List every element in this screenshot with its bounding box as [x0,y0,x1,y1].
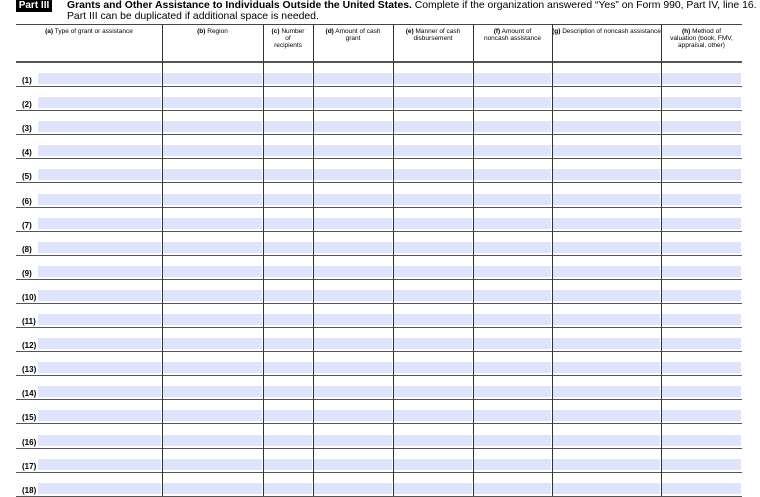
table-row [16,63,742,87]
column-letter: (f) [493,28,501,35]
field-h-row-9[interactable] [662,266,741,277]
field-h-row-6[interactable] [662,194,741,205]
column-header-h [661,25,742,61]
field-d-row-6[interactable] [314,194,392,205]
field-f-row-2[interactable] [474,97,551,108]
field-f-row-14[interactable] [474,386,551,397]
row-number: (2) [22,100,32,110]
column-header-e [393,25,473,61]
field-b-row-16[interactable] [163,435,262,446]
field-g-row-11[interactable] [553,314,660,325]
field-d-row-13[interactable] [314,362,392,373]
field-f-row-17[interactable] [474,459,551,470]
field-b-row-2[interactable] [163,97,262,108]
field-b-row-4[interactable] [163,145,262,156]
column-divider [661,24,662,496]
field-a-row-12[interactable] [38,338,161,349]
field-a-row-2[interactable] [38,97,161,108]
field-e-row-11[interactable] [394,314,472,325]
field-h-row-16[interactable] [662,435,741,446]
field-h-row-8[interactable] [662,242,741,253]
field-g-row-6[interactable] [553,194,660,205]
column-header-f [473,25,552,61]
field-b-row-3[interactable] [163,121,262,132]
field-a-row-4[interactable] [38,145,161,156]
field-d-row-17[interactable] [314,459,392,470]
column-text: Amount of noncash assistance [483,28,542,42]
column-divider [263,24,264,496]
field-d-row-4[interactable] [314,145,392,156]
field-e-row-1[interactable] [394,73,472,84]
field-e-row-16[interactable] [394,435,472,446]
field-d-row-1[interactable] [314,73,392,84]
field-c-row-11[interactable] [264,314,312,325]
field-f-row-1[interactable] [474,73,551,84]
field-b-row-15[interactable] [163,410,262,421]
row-number: (3) [22,124,32,134]
row-number: (9) [22,268,32,278]
field-h-row-14[interactable] [662,386,741,397]
field-e-row-10[interactable] [394,290,472,301]
field-f-row-11[interactable] [474,314,551,325]
part-label: Part III [16,0,52,12]
field-g-row-2[interactable] [553,97,660,108]
field-h-row-11[interactable] [662,314,741,325]
column-letter: (h) [681,28,691,35]
field-h-row-17[interactable] [662,459,741,470]
field-f-row-15[interactable] [474,410,551,421]
column-divider [393,24,394,496]
field-c-row-12[interactable] [264,338,312,349]
field-c-row-10[interactable] [264,290,312,301]
field-c-row-16[interactable] [264,435,312,446]
field-a-row-15[interactable] [38,410,161,421]
row-number: (14) [22,389,37,399]
field-d-row-10[interactable] [314,290,392,301]
field-e-row-5[interactable] [394,169,472,180]
field-b-row-10[interactable] [163,290,262,301]
field-b-row-12[interactable] [163,338,262,349]
row-number: (11) [22,317,36,327]
field-g-row-1[interactable] [553,73,660,84]
field-a-row-18[interactable] [38,483,161,494]
field-f-row-3[interactable] [474,121,551,132]
field-f-row-13[interactable] [474,362,551,373]
field-d-row-16[interactable] [314,435,392,446]
column-letter: (a) [45,28,54,35]
field-d-row-8[interactable] [314,242,392,253]
table-row [16,352,742,376]
field-e-row-13[interactable] [394,362,472,373]
field-c-row-6[interactable] [264,194,312,205]
field-b-row-11[interactable] [163,314,262,325]
field-b-row-7[interactable] [163,218,262,229]
row-number: (4) [22,148,32,158]
field-c-row-18[interactable] [264,483,312,494]
field-f-row-8[interactable] [474,242,551,253]
field-a-row-17[interactable] [38,459,161,470]
field-f-row-5[interactable] [474,169,551,180]
row-number: (16) [22,437,37,447]
field-b-row-18[interactable] [163,483,262,494]
field-a-row-8[interactable] [38,242,161,253]
table-row [16,208,742,232]
field-f-row-6[interactable] [474,194,551,205]
field-g-row-4[interactable] [553,145,660,156]
field-h-row-2[interactable] [662,97,741,108]
field-c-row-14[interactable] [264,386,312,397]
field-d-row-12[interactable] [314,338,392,349]
field-g-row-18[interactable] [553,483,660,494]
field-e-row-15[interactable] [394,410,472,421]
field-h-row-5[interactable] [662,169,741,180]
field-a-row-14[interactable] [38,386,161,397]
field-d-row-15[interactable] [314,410,392,421]
field-g-row-14[interactable] [553,386,660,397]
title-rest: Complete if the organization answered “Yes” on Form 990, Part IV, line 16. [411,0,757,11]
row-number: (12) [22,341,37,351]
field-h-row-12[interactable] [662,338,741,349]
field-f-row-18[interactable] [474,483,551,494]
column-header-b [162,25,263,61]
row-number: (7) [22,220,32,230]
table-row [16,87,742,111]
table-row [16,328,742,352]
field-b-row-5[interactable] [163,169,262,180]
column-header-d [313,25,393,61]
field-c-row-1[interactable] [264,73,312,84]
field-g-row-7[interactable] [553,218,660,229]
field-a-row-9[interactable] [38,266,161,277]
field-a-row-5[interactable] [38,169,161,180]
column-header-g [552,25,661,61]
field-f-row-16[interactable] [474,435,551,446]
column-letter: (e) [405,28,414,35]
table-row [16,183,742,207]
field-c-row-3[interactable] [264,121,312,132]
field-c-row-13[interactable] [264,362,312,373]
field-c-row-7[interactable] [264,218,312,229]
field-d-row-2[interactable] [314,97,392,108]
field-a-row-7[interactable] [38,218,161,229]
field-d-row-14[interactable] [314,386,392,397]
table-row [16,159,742,183]
field-g-row-15[interactable] [553,410,660,421]
column-divider [552,24,553,496]
row-number: (1) [22,76,32,86]
field-h-row-15[interactable] [662,410,741,421]
column-divider [162,24,163,496]
row-number: (8) [22,244,32,254]
row-number: (15) [22,413,37,423]
row-number: (17) [22,461,37,471]
part-title [67,0,757,22]
table-row [16,400,742,424]
field-c-row-5[interactable] [264,169,312,180]
field-e-row-8[interactable] [394,242,472,253]
field-a-row-16[interactable] [38,435,161,446]
field-e-row-17[interactable] [394,459,472,470]
field-f-row-12[interactable] [474,338,551,349]
field-a-row-3[interactable] [38,121,161,132]
grants-table [16,24,742,497]
field-e-row-12[interactable] [394,338,472,349]
row-number: (6) [22,196,32,206]
table-row [16,232,742,256]
field-a-row-6[interactable] [38,194,161,205]
column-divider [473,24,474,496]
field-b-row-17[interactable] [163,459,262,470]
column-divider [313,24,314,496]
field-e-row-18[interactable] [394,483,472,494]
table-row [16,280,742,304]
table-row [16,376,742,400]
field-a-row-11[interactable] [38,314,161,325]
field-b-row-14[interactable] [163,386,262,397]
field-e-row-7[interactable] [394,218,472,229]
column-header-a [16,25,162,61]
field-h-row-4[interactable] [662,145,741,156]
column-letter: (c) [271,28,280,35]
field-a-row-1[interactable] [38,73,161,84]
column-letter: (g) [552,28,561,35]
field-d-row-11[interactable] [314,314,392,325]
field-d-row-9[interactable] [314,266,392,277]
field-g-row-8[interactable] [553,242,660,253]
field-a-row-10[interactable] [38,290,161,301]
field-f-row-7[interactable] [474,218,551,229]
column-header-c [263,25,313,61]
field-b-row-8[interactable] [163,242,262,253]
column-text: Amount of cash grant [335,28,381,42]
column-text: Manner of cash disbursement [413,28,461,42]
row-number: (18) [22,485,37,495]
field-g-row-13[interactable] [553,362,660,373]
table-row [16,473,742,497]
field-h-row-3[interactable] [662,121,741,132]
title-line2: Part III can be duplicated if additional space is needed. [67,11,319,22]
field-h-row-7[interactable] [662,218,741,229]
row-number: (10) [22,292,37,302]
field-f-row-9[interactable] [474,266,551,277]
table-header [16,25,742,63]
field-c-row-8[interactable] [264,242,312,253]
field-d-row-18[interactable] [314,483,392,494]
table-row [16,449,742,473]
field-c-row-2[interactable] [264,97,312,108]
field-g-row-10[interactable] [553,290,660,301]
field-c-row-15[interactable] [264,410,312,421]
field-b-row-6[interactable] [163,194,262,205]
column-text: Number of recipients [274,28,305,49]
table-row [16,111,742,135]
field-c-row-4[interactable] [264,145,312,156]
field-e-row-4[interactable] [394,145,472,156]
field-c-row-9[interactable] [264,266,312,277]
field-a-row-13[interactable] [38,362,161,373]
field-d-row-7[interactable] [314,218,392,229]
field-b-row-9[interactable] [163,266,262,277]
table-row [16,256,742,280]
table-row [16,424,742,448]
table-row [16,304,742,328]
field-h-row-13[interactable] [662,362,741,373]
column-letter: (b) [197,28,206,35]
field-d-row-5[interactable] [314,169,392,180]
table-row [16,135,742,159]
field-g-row-9[interactable] [553,266,660,277]
field-e-row-3[interactable] [394,121,472,132]
column-text: Region [207,28,228,35]
field-b-row-1[interactable] [163,73,262,84]
field-e-row-9[interactable] [394,266,472,277]
row-number: (5) [22,172,32,182]
field-e-row-2[interactable] [394,97,472,108]
field-f-row-4[interactable] [474,145,551,156]
field-g-row-3[interactable] [553,121,660,132]
field-b-row-13[interactable] [163,362,262,373]
field-g-row-12[interactable] [553,338,660,349]
column-text: Method of valuation (book, FMV, appraisal, other) [670,28,733,49]
field-g-row-5[interactable] [553,169,660,180]
row-number: (13) [22,365,37,375]
column-text: Description of noncash assistance [562,28,661,35]
title-bold: Grants and Other Assistance to Individuals Outside the United States. [67,0,412,11]
field-f-row-10[interactable] [474,290,551,301]
field-e-row-6[interactable] [394,194,472,205]
field-h-row-10[interactable] [662,290,741,301]
field-h-row-18[interactable] [662,483,741,494]
column-text: Type of grant or assistance [54,28,133,35]
field-g-row-16[interactable] [553,435,660,446]
field-h-row-1[interactable] [662,73,741,84]
field-g-row-17[interactable] [553,459,660,470]
field-e-row-14[interactable] [394,386,472,397]
column-letter: (d) [325,28,334,35]
field-c-row-17[interactable] [264,459,312,470]
field-d-row-3[interactable] [314,121,392,132]
